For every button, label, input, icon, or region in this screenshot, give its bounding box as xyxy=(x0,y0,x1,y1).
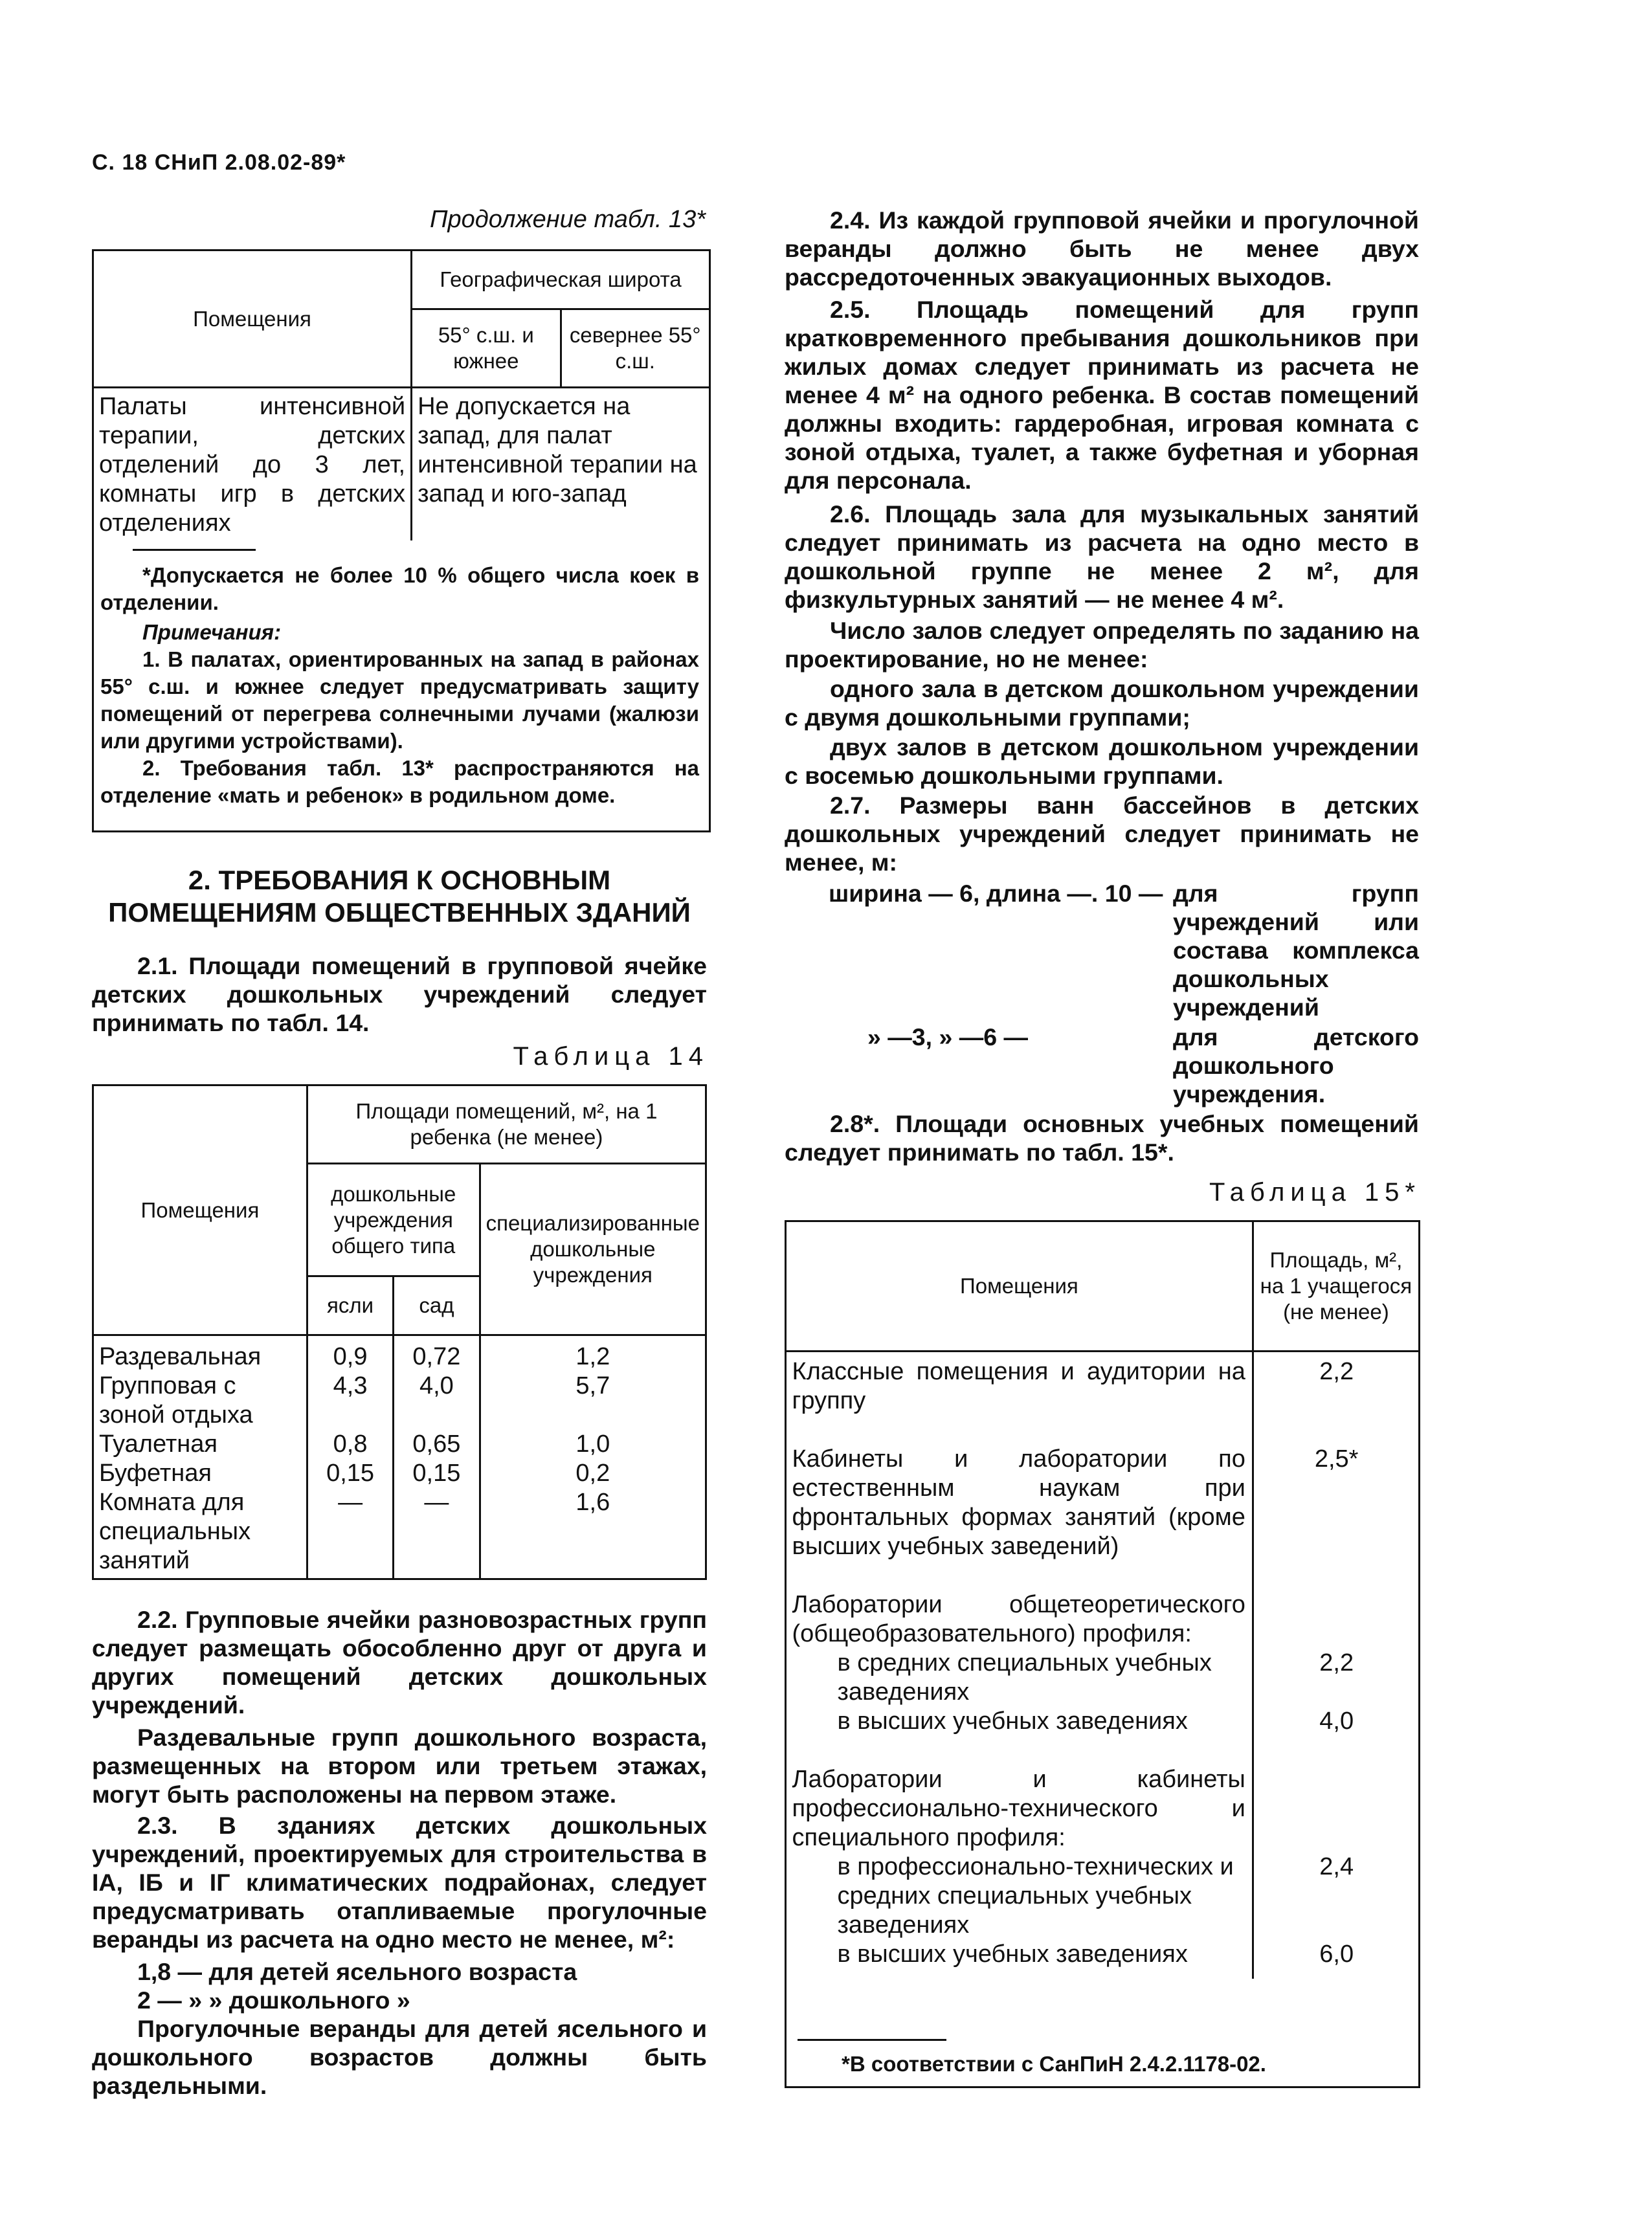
t14-row-name: Раздевальная xyxy=(99,1343,262,1370)
t14-row-name: Групповая с зоной отдыха xyxy=(99,1372,253,1429)
p23-item-1: 1,8 — для детей ясельного возраста xyxy=(137,1958,577,1985)
t14-val: 0,2 xyxy=(575,1460,610,1487)
t13-note-2: 2. Требования табл. 13* распространяются на отделение «мать и ребенок» в родильном доме. xyxy=(100,756,699,807)
t15-row: в высших учебных заведениях xyxy=(837,1941,1188,1968)
t15-names-cell xyxy=(786,1352,1253,1979)
t15-val: 4,0 xyxy=(1319,1708,1354,1735)
para-number: 2.8*. xyxy=(830,1110,880,1137)
t14-val: 1,6 xyxy=(575,1489,610,1516)
paragraph-2-1 xyxy=(92,952,707,1037)
t13-footnote: *Допускается не более 10 % общего числа коек в отделении. xyxy=(100,563,699,614)
page-header: С. 18 СНиП 2.08.02-89* xyxy=(92,150,346,175)
t15-val: 2,5* xyxy=(1314,1445,1359,1473)
t14-val: 4,3 xyxy=(333,1372,368,1399)
para-text: Из каждой групповой ячейки и прогулочной веранды должно быть не менее двух рассредоточенных эвакуационных выходов. xyxy=(785,206,1419,291)
paragraph-2-8 xyxy=(785,1109,1419,1166)
t13-row-value: Не допускается на запад, для палат интенсивной терапии на запад и юго-запад xyxy=(412,388,710,541)
t13-note-1: 1. В палатах, ориентированных на запад в районах 55° с.ш. и южнее следует предусматривать защиту помещений от перегрева солнечными лучами (жалюзи или другими устройствами). xyxy=(100,647,699,753)
t15-val: 2,2 xyxy=(1319,1649,1354,1676)
t14-nursery-cell xyxy=(307,1335,393,1579)
paragraph-2-4 xyxy=(785,206,1419,291)
t13-notes-title: Примечания: xyxy=(142,620,282,644)
t14-val: — xyxy=(424,1489,449,1516)
para-text: Площадь зала для музыкальных занятий следует принимать из расчета на одно место в дошкольной группе не менее 2 м², для физкультурных занятий — не менее 4 м². xyxy=(785,500,1419,613)
t13-header-geo: Географическая широта xyxy=(412,250,710,309)
para-number: 2.5. xyxy=(830,296,871,323)
p23-item-2: 2 — » » дошкольного » xyxy=(137,1987,410,2014)
table-14-caption: Таблица 14 xyxy=(513,1042,709,1071)
para-text: Площадь помещений для групп кратковременного пребывания дошкольников при жилых домах следует принимать из расчета не менее 4 м² на одного ребенка. В состав помещений должны входить: гардеробная, игровая комната с зоной отдыха, туалет, а также буфетная и уборная для персонала. xyxy=(785,296,1419,494)
footnote-rule xyxy=(798,2039,946,2041)
t13-header-north: севернее 55° с.ш. xyxy=(561,309,709,388)
table-15 xyxy=(785,1220,1420,1979)
table-14 xyxy=(92,1084,707,1580)
t15-val: 2,4 xyxy=(1319,1853,1354,1880)
t14-val: 0,65 xyxy=(412,1430,461,1458)
section-title xyxy=(92,864,707,929)
pool-size-b: » —3, » —6 — xyxy=(867,1023,1029,1051)
table-15-caption: Таблица 15* xyxy=(1209,1178,1421,1207)
t13-header-rooms: Помещения xyxy=(93,250,412,388)
para-text: Групповые ячейки разновозрастных групп следует размещать обособленно друг от друга и других помещений детских дошкольных учреждений. xyxy=(92,1606,707,1719)
para-number: 2.4. xyxy=(830,206,871,234)
paragraph-2-3-end: Прогулочные веранды для детей ясельного и дошкольного возрастов должны быть раздельными. xyxy=(92,2015,707,2099)
t15-row: в средних специальных учебных заведениях xyxy=(837,1649,1212,1706)
para-text: Размеры ванн бассейнов в детских дошкольных учреждений следует принимать не менее, м: xyxy=(785,792,1419,876)
para-number: 2.3. xyxy=(137,1812,178,1839)
paragraph-2-7 xyxy=(785,791,1419,876)
t14-val: 0,15 xyxy=(412,1460,461,1487)
t14-header-nursery: ясли xyxy=(307,1276,393,1335)
t14-header-rooms: Помещения xyxy=(93,1085,307,1335)
t14-val: 1,2 xyxy=(575,1343,610,1370)
t14-special-cell xyxy=(480,1335,706,1579)
para-number: 2.6. xyxy=(830,500,871,528)
t14-val: 0,72 xyxy=(412,1343,461,1370)
t14-header-garden: сад xyxy=(394,1276,480,1335)
t14-val: 0,8 xyxy=(333,1430,368,1458)
paragraph-2-6b: Число залов следует определять по заданию на проектирование, но не менее: xyxy=(785,617,1419,673)
pool-size-a: ширина — 6, длина —. 10 — xyxy=(829,880,1163,907)
t14-val: 5,7 xyxy=(575,1372,610,1399)
paragraph-2-6 xyxy=(785,500,1419,614)
t15-row: в высших учебных заведениях xyxy=(837,1708,1188,1735)
table-13 xyxy=(92,249,711,612)
t14-val: 0,15 xyxy=(326,1460,375,1487)
para-number: 2.2. xyxy=(137,1606,178,1633)
paragraph-2-6d: двух залов в детском дошкольном учреждении с восемью дошкольными группами. xyxy=(785,733,1419,789)
footnote-rule xyxy=(133,549,256,551)
t14-header-special: специализированные дошкольные учреждения xyxy=(480,1164,706,1335)
para-text: Площади основных учебных помещений следует принимать по табл. 15*. xyxy=(785,1110,1419,1166)
para-number: 2.7. xyxy=(830,792,871,819)
paragraph-2-3 xyxy=(92,1811,707,1953)
t15-row: Классные помещения и аудитории на группу xyxy=(792,1358,1245,1414)
table-13-continuation-caption: Продолжение табл. 13* xyxy=(429,206,706,233)
t15-values-cell xyxy=(1253,1352,1419,1979)
para-number: 2.1. xyxy=(137,952,178,979)
t15-val: 6,0 xyxy=(1319,1941,1354,1968)
t15-header-rooms: Помещения xyxy=(786,1221,1253,1352)
t13-header-south: 55° с.ш. и южнее xyxy=(412,309,561,388)
t15-val: 2,2 xyxy=(1319,1358,1354,1385)
paragraph-2-2b: Раздевальные групп дошкольного возраста, размещенных на втором или третьем этажах, могут быть расположены на первом этаже. xyxy=(92,1724,707,1808)
t15-header-area: Площадь, м², на 1 учащегося (не менее) xyxy=(1253,1221,1419,1352)
paragraph-2-2 xyxy=(92,1605,707,1719)
t14-row-name: Туалетная xyxy=(99,1430,218,1458)
section-title-line-2: ПОМЕЩЕНИЯМ ОБЩЕСТВЕННЫХ ЗДАНИЙ xyxy=(108,897,691,928)
t15-row: в профессионально-технических и средних специальных учебных заведениях xyxy=(837,1853,1234,1939)
paragraph-2-5 xyxy=(785,295,1419,495)
t14-header-general: дошкольные учреждения общего типа xyxy=(307,1164,480,1276)
t15-row: Лаборатории и кабинеты профессионально-технического и специального профиля: xyxy=(792,1766,1245,1851)
t15-row: Кабинеты и лаборатории по естественным наукам при фронтальных формах занятий (кроме высших учебных заведений) xyxy=(792,1445,1245,1560)
t13-row-name: Палаты интенсивной терапии, детских отделений до 3 лет, комнаты игр в детских отделениях xyxy=(93,388,412,541)
t15-row: Лаборатории общетеоретического (общеобразовательного) профиля: xyxy=(792,1591,1245,1647)
t14-val: — xyxy=(338,1489,363,1516)
t15-footnote: *В соответствии с СанПиН 2.4.2.1178-02. xyxy=(842,2052,1266,2076)
t14-garden-cell xyxy=(394,1335,480,1579)
paragraph-2-6c: одного зала в детском дошкольном учреждении с двумя дошкольными группами; xyxy=(785,675,1419,731)
t14-header-area: Площади помещений, м², на 1 ребенка (не менее) xyxy=(307,1085,706,1164)
t14-val: 0,9 xyxy=(333,1343,368,1370)
para-text: Площади помещений в групповой ячейке детских дошкольных учреждений следует принимать по табл. 14. xyxy=(92,952,707,1036)
para-text: В зданиях детских дошкольных учреждений, проектируемых для строительства в IА, IБ и IГ климатических подрайонах, следует предусматривать отапливаемые прогулочные веранды из расчета на одно место не менее, м²: xyxy=(92,1812,707,1953)
t14-row-name: Комната для специальных занятий xyxy=(99,1489,251,1574)
t14-row-name: Буфетная xyxy=(99,1460,212,1487)
pool-size-a-purpose: для групп учреждений или состава комплекса дошкольных учреждений xyxy=(1173,880,1419,1021)
section-title-line-1: 2. ТРЕБОВАНИЯ К ОСНОВНЫМ xyxy=(188,865,611,895)
t14-names-cell xyxy=(93,1335,307,1579)
t14-val: 4,0 xyxy=(419,1372,454,1399)
pool-size-b-purpose: для детского дошкольного учреждения. xyxy=(1173,1023,1419,1107)
t14-val: 1,0 xyxy=(575,1430,610,1458)
